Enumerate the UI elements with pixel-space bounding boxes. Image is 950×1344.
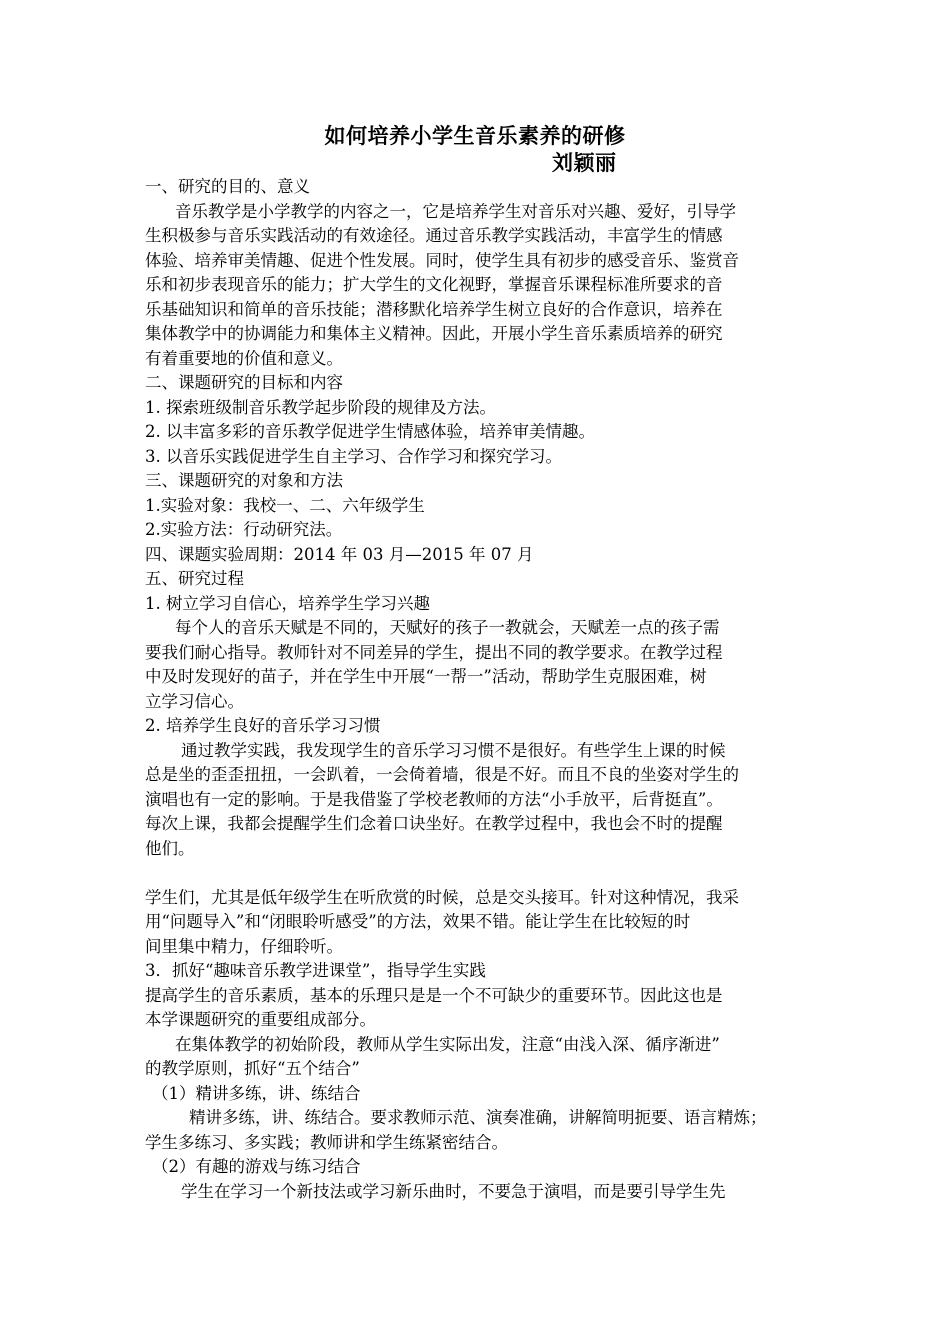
text-line: 本学课题研究的重要组成部分。 <box>145 1010 376 1029</box>
text-line: 精讲多练，讲、练结合。要求教师示范、演奏准确，讲解简明扼要、语言精炼； <box>189 1108 767 1127</box>
text-line: 立学习信心。 <box>145 691 244 711</box>
document-body <box>145 175 810 1204</box>
text-line: 每次上课，我都会提醒学生们念着口诀坐好。在教学过程中，我也会不时的提醒 <box>145 814 723 833</box>
text-line: 1. 树立学习自信心，培养学生学习兴趣 <box>145 593 430 613</box>
text-line: 乐和初步表现音乐的能力；扩大学生的文化视野，掌握音乐课程标准所要求的音 <box>145 275 723 294</box>
text-line: 四、课题实验周期：2014 年 03 月—2015 年 07 月 <box>145 544 534 564</box>
text-line: 中及时发现好的苗子，并在学生中开展“一帮一”活动，帮助学生克服困难，树 <box>145 667 707 686</box>
text-line: 一、研究的目的、意义 <box>145 177 310 196</box>
text-line: 他们。 <box>145 838 195 858</box>
text-line: 间里集中精力，仔细聆听。 <box>145 936 343 956</box>
blank-line <box>145 861 810 886</box>
text-line: 学生在学习一个新技法或学习新乐曲时，不要急于演唱，而是要引导学生先 <box>181 1181 726 1201</box>
text-line: 生积极参与音乐实践活动的有效途径。通过音乐教学实践活动，丰富学生的情感 <box>145 226 723 245</box>
text-line: 2. 培养学生良好的音乐学习习惯 <box>145 716 381 735</box>
document-author: 刘颖丽 <box>552 151 617 175</box>
text-line: 三、课题研究的对象和方法 <box>145 471 343 490</box>
text-line: 的教学原则，抓好“五个结合” <box>145 1059 360 1078</box>
text-line: （1）精讲多练，讲、练结合 <box>152 1083 361 1103</box>
text-line: 提高学生的音乐素质，基本的乐理只是是一个不可缺少的重要环节。因此这也是 <box>145 985 723 1005</box>
text-line: 1.实验对象：我校一、二、六年级学生 <box>145 495 425 515</box>
text-line: 要我们耐心指导。教师针对不同差异的学生，提出不同的教学要求。在教学过程 <box>145 642 723 662</box>
text-line: 学生们，尤其是低年级学生在听欣赏的时候，总是交头接耳。针对这种情况，我采 <box>145 887 739 907</box>
text-line: 在集体教学的初始阶段，教师从学生实际出发，注意“由浅入深、循序渐进” <box>175 1034 720 1054</box>
text-line: 每个人的音乐天赋是不同的，天赋好的孩子一教就会，天赋差一点的孩子需 <box>175 618 720 637</box>
text-line: （2）有趣的游戏与练习结合 <box>152 1157 361 1176</box>
text-line: 2. 以丰富多彩的音乐教学促进学生情感体验，培养审美情趣。 <box>145 422 595 441</box>
text-line: 3．抓好“趣味音乐教学进课堂”，指导学生实践 <box>145 961 486 980</box>
text-line: 演唱也有一定的影响。于是我借鉴了学校老教师的方法“小手放平，后背挺直”。 <box>145 789 723 809</box>
text-line: 通过教学实践，我发现学生的音乐学习习惯不是很好。有些学生上课的时候 <box>181 740 726 760</box>
text-line: 总是坐的歪歪扭扭，一会趴着，一会倚着墙，很是不好。而且不良的坐姿对学生的 <box>145 765 739 784</box>
text-line: 学生多练习、多实践；教师讲和学生练紧密结合。 <box>145 1132 508 1152</box>
text-line: 3. 以音乐实践促进学生自主学习、合作学习和探究学习。 <box>145 446 562 466</box>
text-line: 二、课题研究的目标和内容 <box>145 373 343 392</box>
document-title: 如何培养小学生音乐素养的研修 <box>324 124 626 148</box>
text-line: 体验、培养审美情趣、促进个性发展。同时，使学生具有初步的感受音乐、鉴赏音 <box>145 250 739 270</box>
text-line: 音乐教学是小学教学的内容之一，它是培养学生对音乐对兴趣、爱好，引导学 <box>175 201 736 221</box>
text-line: 2.实验方法：行动研究法。 <box>145 520 343 539</box>
text-line: 1. 探索班级制音乐教学起步阶段的规律及方法。 <box>145 397 496 417</box>
text-line: 用“问题导入”和“闭眼聆听感受”的方法，效果不错。能让学生在比较短的时 <box>145 912 691 931</box>
text-line: 五、研究过程 <box>145 569 244 588</box>
text-line: 乐基础知识和简单的音乐技能；潜移默化培养学生树立良好的合作意识，培养在 <box>145 299 723 319</box>
text-line: 有着重要地的价值和意义。 <box>145 348 343 368</box>
text-line: 集体教学中的协调能力和集体主义精神。因此，开展小学生音乐素质培养的研究 <box>145 324 723 343</box>
